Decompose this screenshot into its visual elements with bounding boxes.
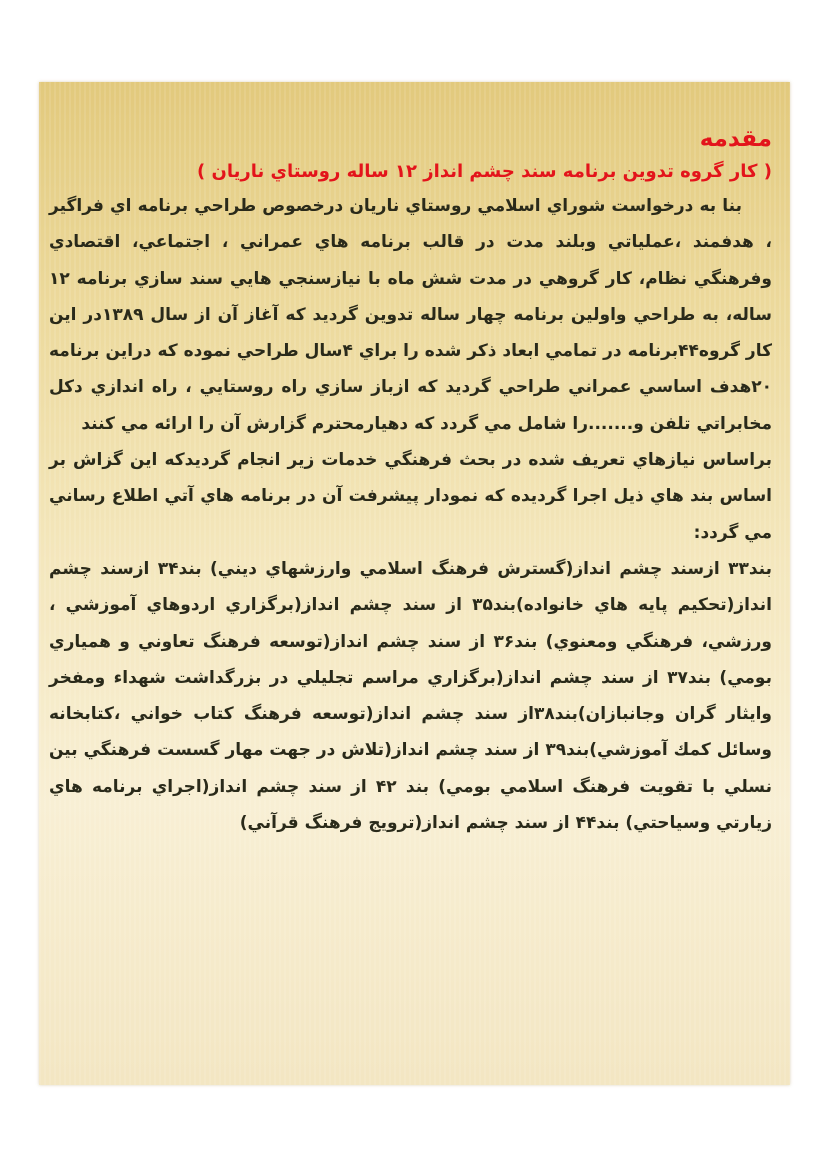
document-body [49,116,772,841]
page-card [39,82,790,1085]
cultural-needs-paragraph: براساس نيازهاي تعريف شده در بحث فرهنگي خدمات زير انجام گرديدكه اين گزاش بر اساس بند هاي ذيل اجرا گرديده كه نمودار پيشرفت آن در برنامه هاي آتي اطلاع رساني مي گردد: [49,450,772,543]
intro-paragraph: بنا به درخواست شوراي اسلامي روستاي ناريان درخصوص طراحي برنامه اي فراگير ، هدفمند ،عملياتي وبلند مدت در قالب برنامه هاي عمراني ، اجتماعي، اقتصادي وفرهنگي نظام، كار گروهي در مدت شش ماه با نيازسنجي هايي سند سازي برنامه ۱۲ ساله، به طراحي واولين برنامه چهار ساله تدوين گرديد كه آغاز آن از سال ۱۳۸۹در اين كار گروه۴۴برنامه در تمامي ابعاد ذكر شده را براي ۴سال طراحي نموده كه دراين برنامه ۲۰هدف اساسي عمراني طراحي گرديد كه ازباز سازي راه روستايي ، راه اندازي دكل مخابراتي تلفن و.......را شامل مي گردد كه دهيارمحترم گزارش آن را ارائه مي كنند [49,196,772,434]
page-title: مقدمه [699,126,772,152]
section-subtitle: ( كار گروه تدوين برنامه سند چشم انداز ۱۲ ساله روستاي ناريان ) [196,161,772,182]
vision-clauses-paragraph: بند۳۳ ازسند چشم انداز(گسترش فرهنگ اسلامي وارزشهاي ديني) بند۳۴ ازسند چشم انداز(تحكيم پايه هاي خانواده)بند۳۵ از سند چشم انداز(برگزاري اردوهاي آموزشي ، ورزشي، فرهنگي ومعنوي) بند۳۶ از سند چشم انداز(توسعه فرهنگ تعاوني و همياري بومي) بند۳۷ از سند چشم انداز(برگزاري مراسم تجليلي در بزرگداشت شهداء ومفخر وايثار گران وجانبازان)بند۳۸از سند چشم انداز(توسعه فرهنگ كتاب خواني ،كتابخانه وسائل كمك آموزشي)بند۳۹ از سند چشم انداز(تلاش در جهت مهار گسست فرهنگي بين نسلي با تقويت فرهنگ اسلامي بومي) بند ۴۲ از سند چشم انداز(اجراي برنامه هاي زيارتي وسياحتي) بند۴۴ از سند چشم انداز(ترويج فرهنگ قرآني) [49,558,772,834]
